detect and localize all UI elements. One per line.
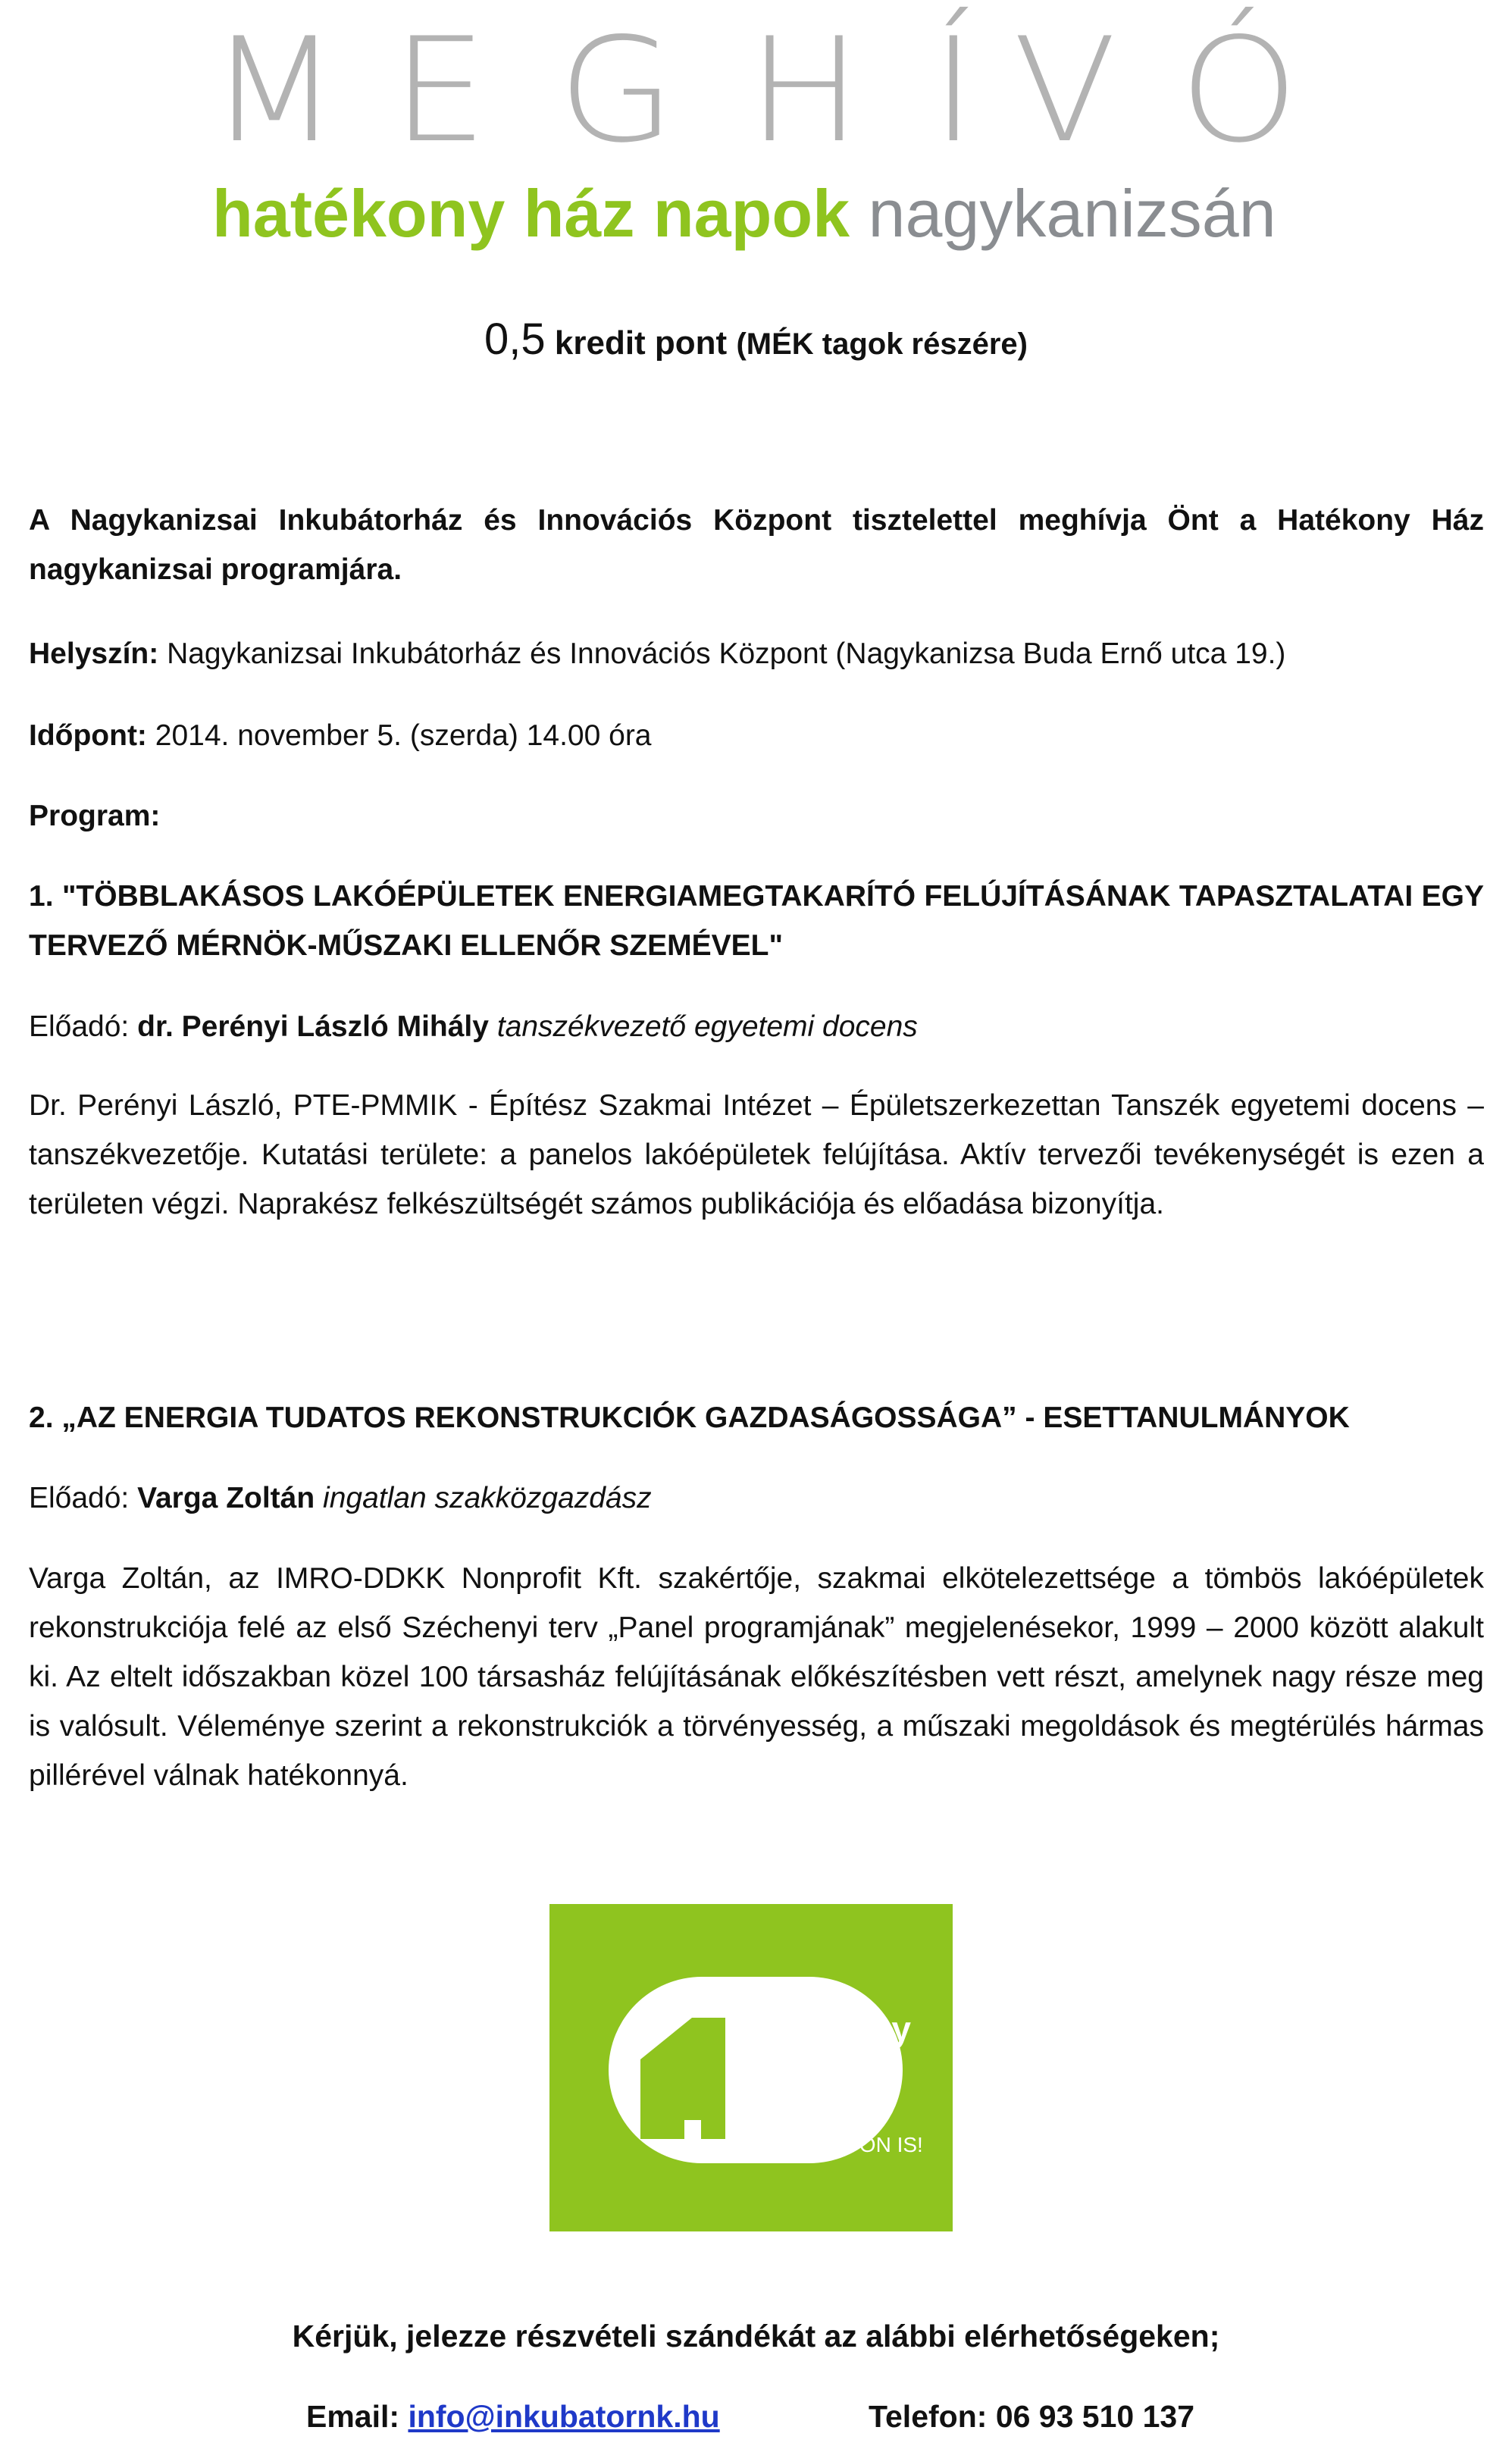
time-label: Időpont:: [29, 719, 147, 752]
intro-paragraph: A Nagykanizsai Inkubátorház és Innovációs Központ tisztelettel meghívja Önt a Hatékony Ház nagykanizsai programjára.: [29, 504, 1484, 586]
logo-line: napok: [758, 2085, 861, 2125]
email-label: Email:: [306, 2399, 400, 2434]
speaker-name: Varga Zoltán: [137, 1482, 315, 1514]
title-letter: G: [558, 7, 675, 174]
credit-text: kredit pont: [554, 324, 728, 362]
contact-email: [306, 2394, 720, 2439]
talk-2-speaker: [29, 1473, 1484, 1523]
phone-label: Telefon:: [869, 2399, 988, 2434]
rsvp-request: Kérjük, jelezze részvételi szándékát az alábbi elérhetőségeken;: [292, 2319, 1220, 2353]
title-letter: Í: [931, 7, 976, 174]
talk-1-title: 1. "TÖBBLAKÁSOS LAKÓÉPÜLETEK ENERGIAMEGTAKARÍTÓ FELÚJÍTÁSÁNAK TAPASZTALATAI EGY TERVEZŐ MÉRNÖK-MŰSZAKI ELLENŐR SZEMÉVEL": [29, 880, 1484, 962]
logo-line: ház: [758, 2047, 816, 2087]
talk-1-bio: Dr. Perényi László, PTE-PMMIK - Építész Szakmai Intézet – Épületszerkezettan Tanszék egyetemi docens – tanszékvezetője. Kutatási területe: a panelos lakóépületek felújítása. Aktív tervezői tevékenységét is ezen a területen végzi. Naprakész felkészültségét számos publikációja és előadása bizonyítja.: [29, 1089, 1484, 1220]
title-letter: E: [391, 7, 488, 174]
credit-note: (MÉK tagok részére): [736, 327, 1028, 361]
title-letter: M: [208, 7, 340, 174]
subtitle-brand: hatékony ház napok: [212, 176, 850, 251]
credit-line: [0, 317, 1512, 367]
phone-value: 06 93 510 137: [995, 2399, 1195, 2434]
email-link[interactable]: info@inkubatornk.hu: [408, 2399, 720, 2434]
credit-value: 0,5: [484, 315, 546, 364]
logo-text: [758, 2010, 923, 2162]
speaker-name: dr. Perényi László Mihály: [137, 1010, 489, 1043]
location-value: Nagykanizsai Inkubátorház és Innovációs Központ (Nagykanizsa Buda Ernő utca 19.): [167, 637, 1286, 670]
logo-slogan: NYISSON ÖN IS!: [758, 2133, 923, 2156]
time-line: [29, 711, 1484, 760]
time-value: 2014. november 5. (szerda) 14.00 óra: [155, 719, 652, 752]
title-letter: V: [1013, 7, 1117, 174]
title-letter: Ó: [1179, 7, 1299, 174]
hatekony-haz-napok-logo: [549, 1904, 953, 2231]
talk-2-title: 2. „AZ ENERGIA TUDATOS REKONSTRUKCIÓK GAZDASÁGOSSÁGA” - ESETTANULMÁNYOK: [29, 1401, 1350, 1434]
subtitle-city: nagykanizsán: [868, 176, 1276, 251]
talk-1-speaker: [29, 1002, 1484, 1051]
speaker-label: Előadó:: [29, 1482, 130, 1514]
title-letter: H: [747, 7, 862, 174]
program-label: Program:: [29, 800, 161, 832]
talk-2-bio: Varga Zoltán, az IMRO-DDKK Nonprofit Kft. szakértője, szakmai elkötelezettsége a tömbös lakóépületek rekonstrukciója felé az első Széchenyi terv „Panel programjának” megjelenésekor, 1999 – 2000 között alakult ki. Az eltelt időszakban közel 100 társasház felújításának előkészítésben vett részt, amelynek nagy része meg is valósult. Véleménye szerint a rekonstrukciók a törvényesség, a műszaki megoldások és megtérülés hármas pillérével válnak hatékonnyá.: [29, 1562, 1484, 1792]
speaker-role: tanszékvezető egyetemi docens: [496, 1010, 918, 1043]
speaker-label: Előadó:: [29, 1010, 130, 1043]
logo-line: hatékony: [758, 2009, 911, 2049]
speaker-role: ingatlan szakközgazdász: [323, 1482, 652, 1514]
page-title: [205, 7, 1311, 174]
location-label: Helyszín:: [29, 637, 159, 670]
contact-phone: [869, 2394, 1194, 2439]
location-line: [29, 629, 1484, 678]
page-subtitle: [212, 176, 1276, 252]
